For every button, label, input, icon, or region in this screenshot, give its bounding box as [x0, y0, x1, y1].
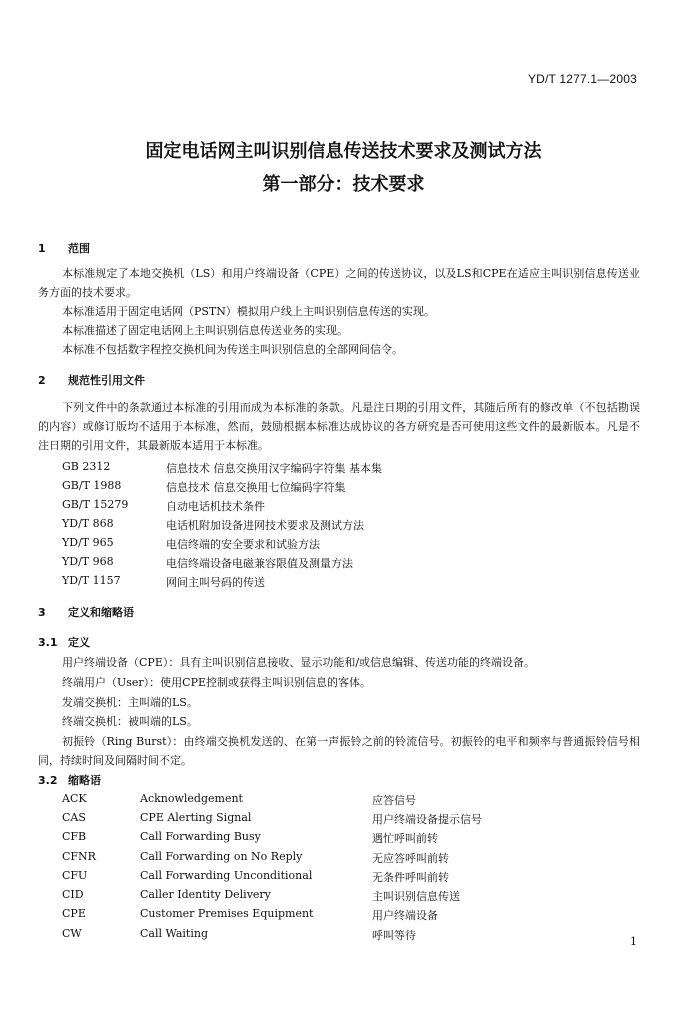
abbreviation-chinese: 遇忙呼叫前转	[372, 832, 438, 845]
reference-title: 信息技术 信息交换用七位编码字符集	[166, 481, 346, 494]
section-1-paragraph: 本标准适用于固定电话网（PSTN）模拟用户线上主叫识别信息传送的实现。	[62, 305, 435, 318]
section-title: 定义	[68, 636, 90, 649]
reference-code: GB 2312	[62, 460, 111, 473]
section-title: 缩略语	[68, 774, 101, 787]
abbreviation-chinese: 呼叫等待	[372, 929, 416, 942]
subsection-3-1-heading	[38, 634, 90, 650]
reference-code: GB/T 1988	[62, 479, 122, 492]
definition-item: 终端交换机：被叫端的LS。	[62, 715, 198, 728]
abbreviation-english: Call Waiting	[140, 927, 208, 940]
abbreviation-code: CW	[62, 927, 82, 940]
section-number: 3	[38, 606, 46, 619]
section-1-paragraph: 本标准规定了本地交换机（LS）和用户终端设备（CPE）之间的传送协议，以及LS和CPE在适应主叫识别信息传送业务方面的技术要求。	[38, 267, 640, 299]
abbreviation-english: CPE Alerting Signal	[140, 811, 252, 824]
section-1-heading	[38, 240, 90, 256]
reference-title: 网间主叫号码的传送	[166, 576, 265, 589]
definition-item: 终端用户（User）：使用CPE控制或获得主叫识别信息的客体。	[62, 676, 372, 689]
abbreviation-english: Call Forwarding Unconditional	[140, 869, 313, 882]
abbreviation-english: Call Forwarding Busy	[140, 830, 261, 843]
section-title: 定义和缩略语	[68, 606, 134, 619]
abbreviation-chinese: 应答信号	[372, 794, 416, 807]
reference-code: YD/T 868	[62, 517, 114, 530]
section-title: 范围	[68, 242, 90, 255]
abbreviation-code: ACK	[62, 792, 87, 805]
abbreviation-code: CFU	[62, 869, 88, 882]
abbreviation-english: Caller Identity Delivery	[140, 888, 271, 901]
abbreviation-chinese: 无条件呼叫前转	[372, 871, 449, 884]
abbreviation-chinese: 用户终端设备	[372, 909, 438, 922]
abbreviation-chinese: 用户终端设备提示信号	[372, 813, 482, 826]
definition-item: 用户终端设备（CPE）：具有主叫识别信息接收、显示功能和/或信息编辑、传送功能的终端设备。	[62, 656, 536, 669]
abbreviation-english: Call Forwarding on No Reply	[140, 850, 303, 863]
section-title: 规范性引用文件	[68, 374, 145, 387]
page-number: 1	[630, 935, 637, 948]
section-1-paragraph: 本标准描述了固定电话网上主叫识别信息传送业务的实现。	[62, 324, 348, 337]
abbreviation-english: Acknowledgement	[140, 792, 243, 805]
reference-code: GB/T 15279	[62, 498, 129, 511]
reference-title: 电信终端设备电磁兼容限值及测量方法	[166, 557, 353, 570]
section-number: 1	[38, 242, 46, 255]
definition-ring-burst: 初振铃（Ring Burst）：由终端交换机发送的、在第一声振铃之前的铃流信号。初振铃的电平和频率与普通振铃信号相同，持续时间及间隔时间不定。	[38, 735, 640, 767]
abbreviation-code: CFNR	[62, 850, 96, 863]
abbreviation-code: CID	[62, 888, 84, 901]
abbreviation-english: Customer Premises Equipment	[140, 907, 314, 920]
subsection-3-2-heading	[38, 772, 101, 788]
reference-title: 电话机附加设备进网技术要求及测试方法	[166, 519, 364, 532]
section-2-heading	[38, 372, 145, 388]
abbreviation-chinese: 主叫识别信息传送	[372, 890, 460, 903]
document-subtitle: 第一部分：技术要求	[262, 174, 425, 195]
abbreviation-code: CPE	[62, 907, 86, 920]
reference-title: 自动电话机技术条件	[166, 500, 265, 513]
reference-code: YD/T 968	[62, 555, 114, 568]
section-2-paragraph: 下列文件中的条款通过本标准的引用而成为本标准的条款。凡是注日期的引用文件，其随后所有的修改单（不包括勘误的内容）或修订版均不适用于本标准，然而，鼓励根据本标准达成协议的各方研究是否可使用这些文件的最新版本。凡是不注日期的引用文件，其最新版本适用于本标准。	[38, 401, 640, 452]
section-3-heading	[38, 604, 134, 620]
reference-code: YD/T 1157	[62, 574, 121, 587]
standard-number: YD/T 1277.1—2003	[527, 72, 637, 86]
reference-title: 信息技术 信息交换用汉字编码字符集 基本集	[166, 462, 382, 475]
section-number: 3.1	[38, 636, 58, 649]
reference-code: YD/T 965	[62, 536, 114, 549]
abbreviation-chinese: 无应答呼叫前转	[372, 852, 449, 865]
section-number: 3.2	[38, 774, 58, 787]
document-title: 固定电话网主叫识别信息传送技术要求及测试方法	[145, 141, 542, 162]
section-1-paragraph: 本标准不包括数字程控交换机间为传送主叫识别信息的全部网间信令。	[62, 343, 403, 356]
reference-title: 电信终端的安全要求和试验方法	[166, 538, 320, 551]
section-number: 2	[38, 374, 46, 387]
abbreviation-code: CAS	[62, 811, 86, 824]
abbreviation-code: CFB	[62, 830, 87, 843]
definition-item: 发端交换机：主叫端的LS。	[62, 696, 198, 709]
